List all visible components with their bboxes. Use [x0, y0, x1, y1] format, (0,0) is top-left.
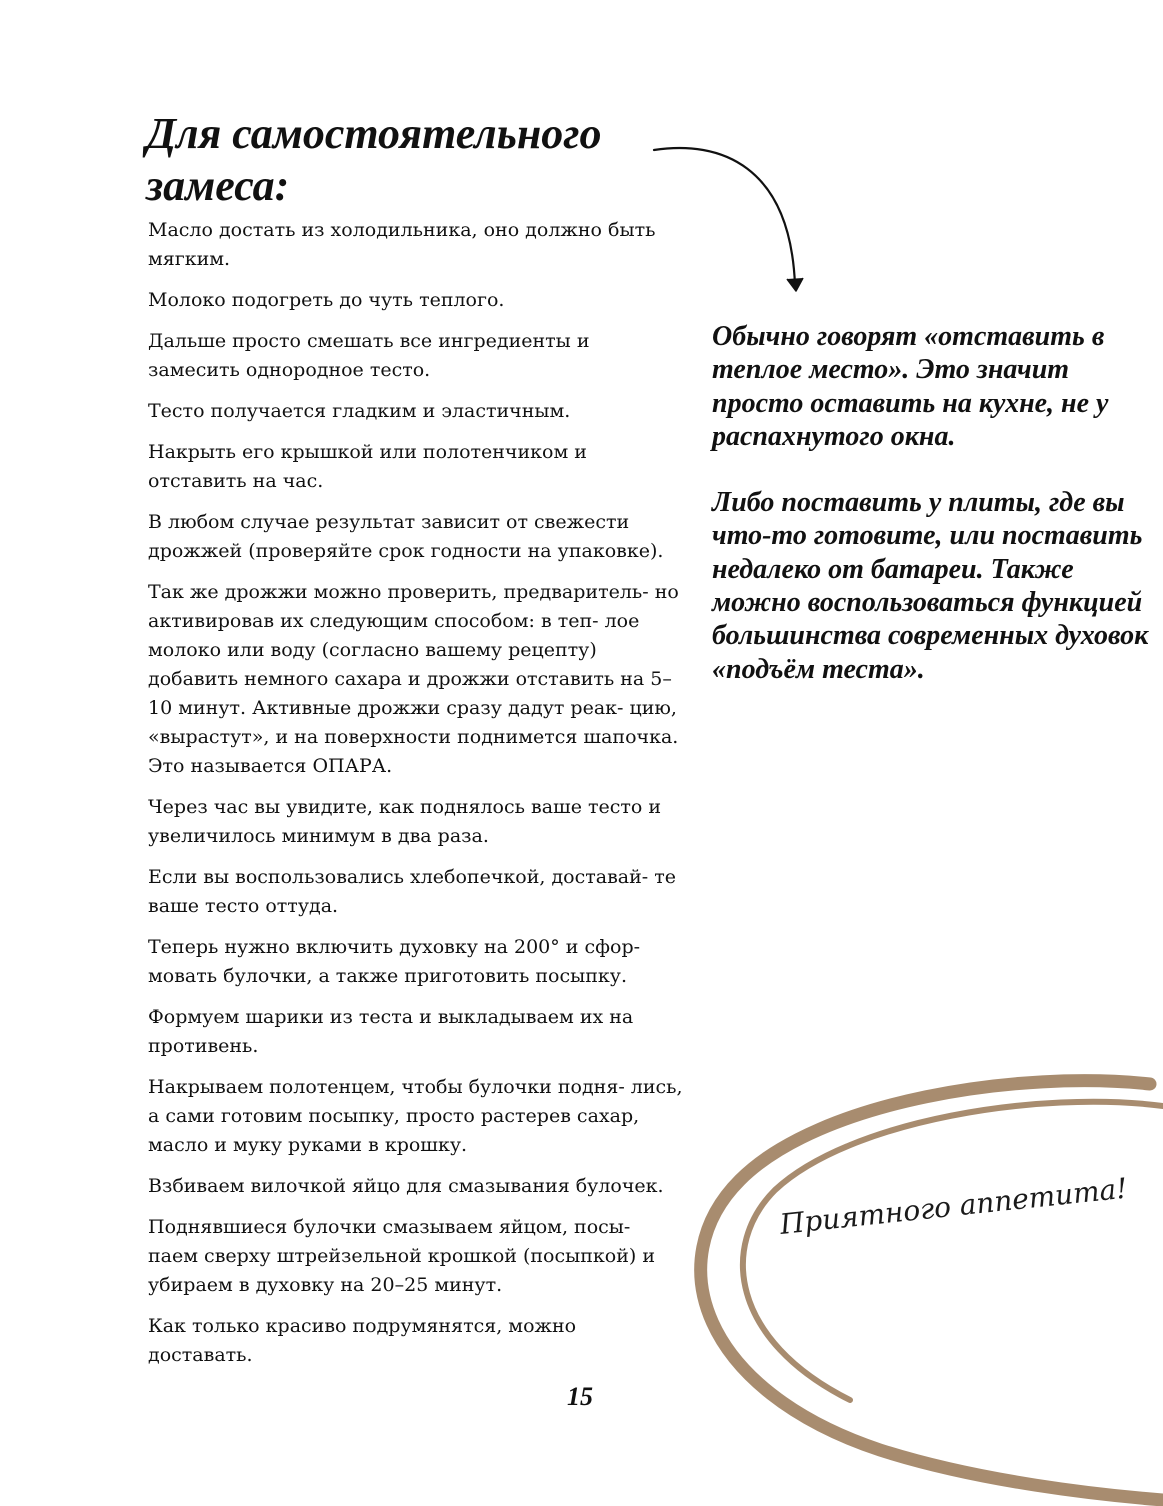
- paragraph: Накрыть его крышкой или полотенчиком и отставить на час.: [148, 441, 587, 492]
- side-note-paragraph-1: Обычно говорят «отставить в теплое место». Это значит просто оставить на кухне, не у распахнутого окна.: [712, 321, 1109, 452]
- title-line-2: замеса:: [146, 161, 290, 210]
- side-note: [712, 320, 1152, 719]
- page-number: 15: [567, 1382, 593, 1411]
- paragraph: Поднявшиеся булочки смазываем яйцом, посы- паем сверху штрейзельной крошкой (посыпкой) и убираем в духовку на 20–25 минут.: [148, 1216, 655, 1296]
- paragraph: Теперь нужно включить духовку на 200° и сфор- мовать булочки, а также приготовить посыпку.: [148, 936, 641, 987]
- swirl-frame: [680, 1070, 1163, 1506]
- paragraph: Взбиваем вилочкой яйцо для смазывания булочек.: [148, 1175, 664, 1197]
- paragraph: Формуем шарики из теста и выкладываем их на противень.: [148, 1006, 634, 1057]
- paragraph: Как только красиво подрумянятся, можно доставать.: [148, 1315, 577, 1366]
- signature: Приятного аппетита!: [778, 1171, 1129, 1241]
- side-note-paragraph-2: Либо поставить у плиты, где вы что-то готовите, или поставить недалеко от батареи. Также можно воспользоваться функцией большинства современных духовок «подъём теста».: [712, 487, 1149, 685]
- paragraph: Масло достать из холодильника, оно должно быть мягким.: [148, 219, 656, 270]
- paragraph: Так же дрожжи можно проверить, предваритель- но активировав их следующим способом: в теп- лое молоко или воду (согласно вашему рецепту) добавить немного сахара и дрожжи отставить на 5–10 минут. Активные дрожжи сразу дадут реак- цию, «вырастут», и на поверхности поднимется шапочка. Это называется ОПАРА.: [148, 581, 679, 777]
- instructions: [148, 216, 683, 1382]
- paragraph: Если вы воспользовались хлебопечкой, доставай- те ваше тесто оттуда.: [148, 866, 676, 917]
- title-line-1: Для самостоятельного: [146, 109, 602, 158]
- paragraph: Тесто получается гладким и эластичным.: [148, 400, 571, 422]
- paragraph: Через час вы увидите, как поднялось ваше тесто и увеличилось минимум в два раза.: [148, 796, 662, 847]
- paragraph: Дальше просто смешать все ингредиенты и замесить однородное тесто.: [148, 330, 590, 381]
- paragraph: Накрываем полотенцем, чтобы булочки подня- лись, а сами готовим посыпку, просто растерев сахар, масло и муку руками в крошку.: [148, 1076, 683, 1156]
- paragraph: В любом случае результат зависит от свежести дрожжей (проверяйте срок годности на упаковке).: [148, 511, 664, 562]
- paragraph: Молоко подогреть до чуть теплого.: [148, 289, 505, 311]
- page-title: [146, 108, 666, 212]
